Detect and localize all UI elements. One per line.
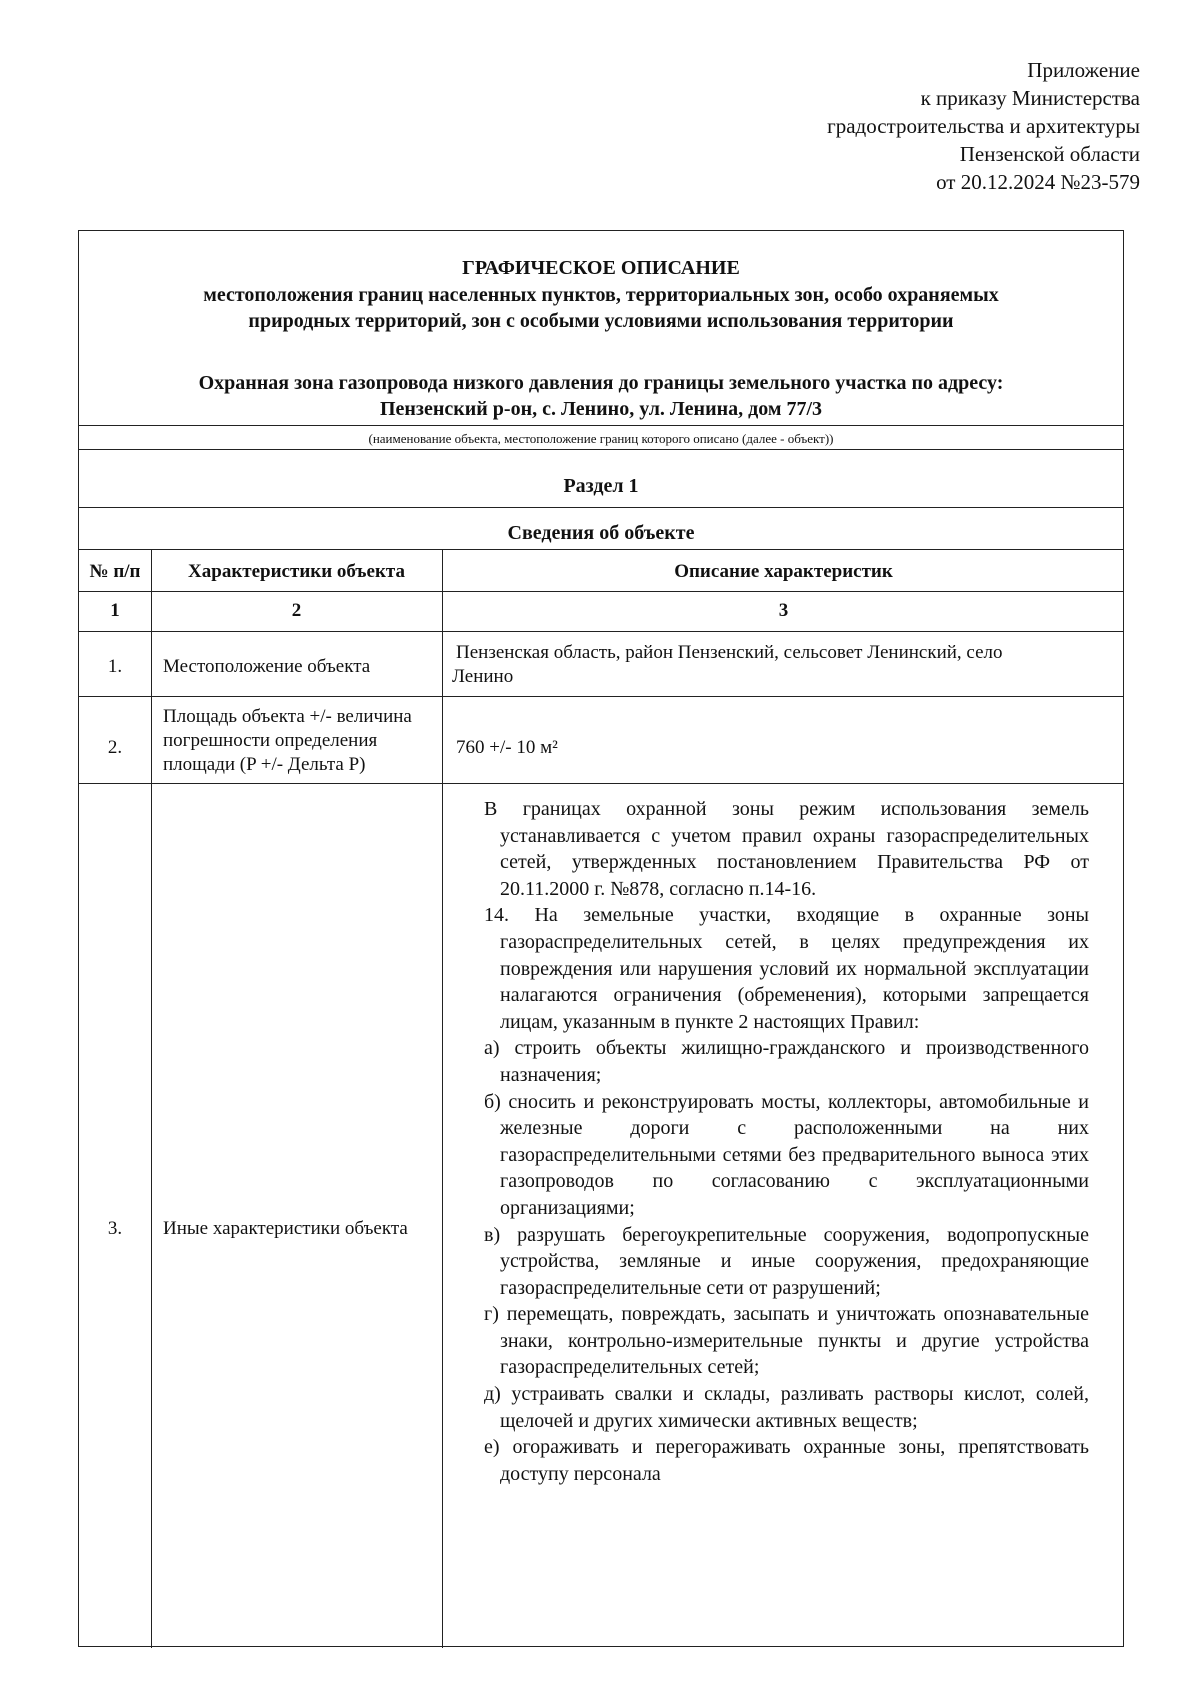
- header-cell-description: Описание характеристик: [674, 561, 893, 582]
- section-title: Раздел 1: [563, 475, 639, 497]
- row-description-line: Ленино: [452, 666, 514, 687]
- row-divider: [79, 696, 1123, 697]
- row-number: 3.: [107, 1218, 123, 1239]
- column-number: 2: [291, 600, 302, 621]
- description-paragraph: е) огораживать и перегораживать охранные зоны, препятствовать доступу персонала: [484, 1436, 1089, 1485]
- row-description-text: [484, 796, 1089, 1487]
- header-line: от 20.12.2024 №23-579: [936, 170, 1140, 194]
- document-subtitle-line: местоположения границ населенных пунктов, территориальных зон, особо охраняемых: [203, 284, 999, 306]
- appendix-header: [620, 56, 1140, 196]
- row-description: 760 +/- 10 м²: [456, 737, 558, 758]
- object-address-line: Пензенский р-он, с. Ленино, ул. Ленина, дом 77/3: [379, 398, 823, 420]
- row-characteristic: [163, 705, 438, 777]
- header-cell-number: № п/п: [89, 561, 141, 582]
- row-characteristic: Иные характеристики объекта: [163, 1218, 408, 1239]
- column-divider: [442, 549, 443, 1648]
- divider: [79, 507, 1123, 508]
- header-cell-characteristic: Характеристики объекта: [188, 561, 405, 582]
- section-subtitle: Сведения об объекте: [507, 522, 695, 544]
- divider: [79, 549, 1123, 550]
- row-characteristic-line: погрешности определения: [163, 730, 378, 751]
- row-number: 1.: [107, 656, 123, 677]
- header-line: градостроительства и архитектуры: [827, 114, 1140, 138]
- object-name-line: Охранная зона газопровода низкого давления до границы земельного участка по адресу:: [198, 372, 1004, 394]
- row-divider: [79, 591, 1123, 592]
- description-paragraph: 14. На земельные участки, входящие в охранные зоны газораспределительных сетей, в целях предупреждения их повреждения или нарушения условий их нормальной эксплуатации налагаются ограничения (обременения), которыми запрещается лицам, указанным в пункте 2 настоящих Правил:: [484, 904, 1089, 1033]
- description-paragraph: б) сносить и реконструировать мосты, коллекторы, автомобильные и железные дороги с расположенными на них газораспределительными сетями без предварительного выноса этих газопроводов по согласованию с эксплуатационными организациями;: [484, 1090, 1089, 1219]
- description-paragraph: д) устраивать свалки и склады, разливать растворы кислот, солей, щелочей и других химически активных веществ;: [484, 1383, 1089, 1432]
- description-paragraph: В границах охранной зоны режим использования земель устанавливается с учетом правил охраны газораспределительных сетей, утвержденных постановлением Правительства РФ от 20.11.2000 г. №878, согласно п.14-16.: [484, 798, 1089, 900]
- column-number: 1: [110, 600, 120, 621]
- row-number: 2.: [107, 737, 123, 758]
- header-line: Приложение: [1027, 58, 1140, 82]
- divider: [79, 449, 1123, 450]
- header-line: Пензенской области: [959, 142, 1140, 166]
- row-divider: [79, 783, 1123, 784]
- document-title: ГРАФИЧЕСКОЕ ОПИСАНИЕ: [462, 257, 740, 279]
- description-paragraph: в) разрушать берегоукрепительные сооружения, водопропускные устройства, земляные и иные сооружения, предохраняющие газораспределительные сети от разрушений;: [484, 1223, 1089, 1299]
- object-caption: (наименование объекта, местоположение границ которого описано (далее - объект)): [368, 431, 834, 446]
- row-characteristic-line: Площадь объекта +/- величина: [163, 706, 412, 727]
- description-paragraph: а) строить объекты жилищно-гражданского и производственного назначения;: [484, 1037, 1089, 1086]
- description-paragraph: г) перемещать, повреждать, засыпать и уничтожать опознавательные знаки, контрольно-измерительные пункты и другие устройства газораспределительных сетей;: [484, 1303, 1089, 1379]
- header-line: к приказу Министерства: [920, 86, 1140, 110]
- document-frame: [78, 230, 1124, 1647]
- row-description: [452, 641, 1116, 689]
- column-number: 3: [778, 600, 789, 621]
- row-characteristic: Местоположение объекта: [163, 656, 371, 677]
- column-divider: [151, 549, 152, 1648]
- title-area: [79, 231, 1123, 425]
- row-characteristic-line: площади (P +/- Дельта P): [163, 754, 366, 775]
- divider: [79, 425, 1123, 426]
- row-description-line: Пензенская область, район Пензенский, сельсовет Ленинский, село: [456, 642, 1003, 663]
- document-subtitle-line: природных территорий, зон с особыми условиями использования территории: [248, 310, 954, 332]
- row-divider: [79, 631, 1123, 632]
